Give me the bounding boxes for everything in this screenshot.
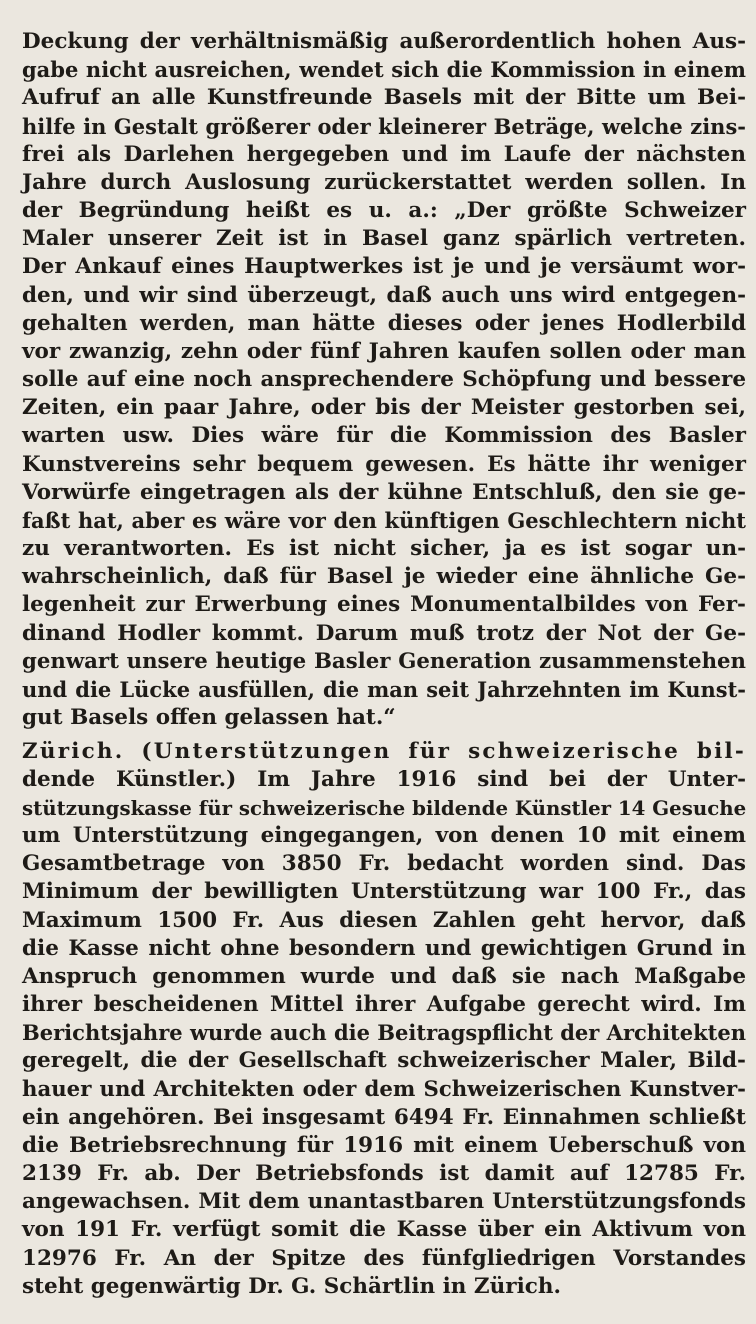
text-line: geregelt, die der Gesellschaft schweizerischer Maler, Bild- (22, 1048, 746, 1073)
text-line: hilfe in Gestalt größerer oder kleinerer Beträge, welche zins- (22, 114, 746, 139)
text-line: gehalten werden, man hätte dieses oder jenes Hodlerbild (22, 311, 746, 336)
section-heading-line: dende Künstler.) Im Jahre 1916 sind bei der Unter- (22, 767, 746, 792)
text-line: ein angehören. Bei insgesamt 6494 Fr. Einnahmen schließt (22, 1105, 746, 1130)
text-line: Jahre durch Auslosung zurückerstattet werden sollen. In (22, 170, 746, 195)
text-line: hauer und Architekten oder dem Schweizerischen Kunstver- (22, 1077, 746, 1102)
text-line: Anspruch genommen wurde und daß sie nach Maßgabe (22, 964, 746, 989)
text-line: Minimum der bewilligten Unterstützung war 100 Fr., das (22, 879, 746, 904)
text-line: 2139 Fr. ab. Der Betriebsfonds ist damit auf 12785 Fr. (22, 1161, 746, 1186)
text-line: stützungskasse für schweizerische bildende Künstler 14 Gesuche (22, 796, 747, 820)
text-line: Aufruf an alle Kunstfreunde Basels mit der Bitte um Bei- (22, 85, 746, 110)
text-line: und die Lücke ausfüllen, die man seit Jahrzehnten im Kunst- (22, 677, 746, 702)
text-line: genwart unsere heutige Basler Generation zusammenstehen (22, 649, 746, 674)
text-line: um Unterstützung eingegangen, von denen 10 mit einem (22, 823, 746, 848)
text-line: wahrscheinlich, daß für Basel je wieder eine ähnliche Ge- (22, 564, 746, 589)
text-line: frei als Darlehen hergegeben und im Laufe der nächsten (22, 142, 746, 167)
text-line: legenheit zur Erwerbung eines Monumentalbildes von Fer- (22, 592, 746, 617)
text-line: Kunstvereins sehr bequem gewesen. Es hätte ihr weniger (22, 452, 746, 477)
text-line: warten usw. Dies wäre für die Kommission des Basler (22, 423, 746, 448)
text-line: Vorwürfe eingetragen als der kühne Entschluß, den sie ge- (22, 480, 746, 505)
text-line: Maler unserer Zeit ist in Basel ganz spärlich vertreten. (22, 226, 746, 251)
text-line: Maximum 1500 Fr. Aus diesen Zahlen geht hervor, daß (22, 908, 746, 933)
text-line: vor zwanzig, zehn oder fünf Jahren kaufen sollen oder man (22, 339, 746, 364)
text-line: gabe nicht ausreichen, wendet sich die Kommission in einem (22, 57, 746, 82)
text-line: steht gegenwärtig Dr. G. Schärtlin in Zürich. (22, 1274, 561, 1299)
text-line: solle auf eine noch ansprechendere Schöpfung und bessere (22, 367, 746, 392)
text-line: Zeiten, ein paar Jahre, oder bis der Meister gestorben sei, (22, 395, 746, 420)
text-line: der Begründung heißt es u. a.: „Der größte Schweizer (22, 198, 746, 223)
text-line: 12976 Fr. An der Spitze des fünfgliedrigen Vorstandes (22, 1246, 746, 1271)
section-heading-line: Zürich. (Unterstützungen für schweizerische bil- (22, 739, 746, 764)
text-line: dinand Hodler kommt. Darum muß trotz der Not der Ge- (22, 621, 746, 646)
text-line: von 191 Fr. verfügt somit die Kasse über ein Aktivum von (22, 1217, 746, 1242)
text-line: ihrer bescheidenen Mittel ihrer Aufgabe gerecht wird. Im (22, 992, 746, 1017)
text-line: angewachsen. Mit dem unantastbaren Unterstützungsfonds (22, 1189, 746, 1214)
text-line: zu verantworten. Es ist nicht sicher, ja es ist sogar un- (22, 536, 746, 561)
text-line: Gesamtbetrage von 3850 Fr. bedacht worden sind. Das (22, 851, 746, 876)
text-line: Berichtsjahre wurde auch die Beitragspflicht der Architekten (22, 1020, 746, 1045)
text-line: die Betriebsrechnung für 1916 mit einem Ueberschuß von (22, 1133, 746, 1158)
text-line: Deckung der verhältnismäßig außerordentlich hohen Aus- (22, 29, 746, 54)
text-line: faßt hat, aber es wäre vor den künftigen Geschlechtern nicht (22, 508, 746, 533)
text-line: Der Ankauf eines Hauptwerkes ist je und je versäumt wor- (22, 254, 746, 279)
text-line: gut Basels offen gelassen hat.“ (22, 705, 396, 730)
text-line: den, und wir sind überzeugt, daß auch uns wird entgegen- (22, 283, 746, 308)
text-line: die Kasse nicht ohne besondern und gewichtigen Grund in (22, 936, 746, 961)
